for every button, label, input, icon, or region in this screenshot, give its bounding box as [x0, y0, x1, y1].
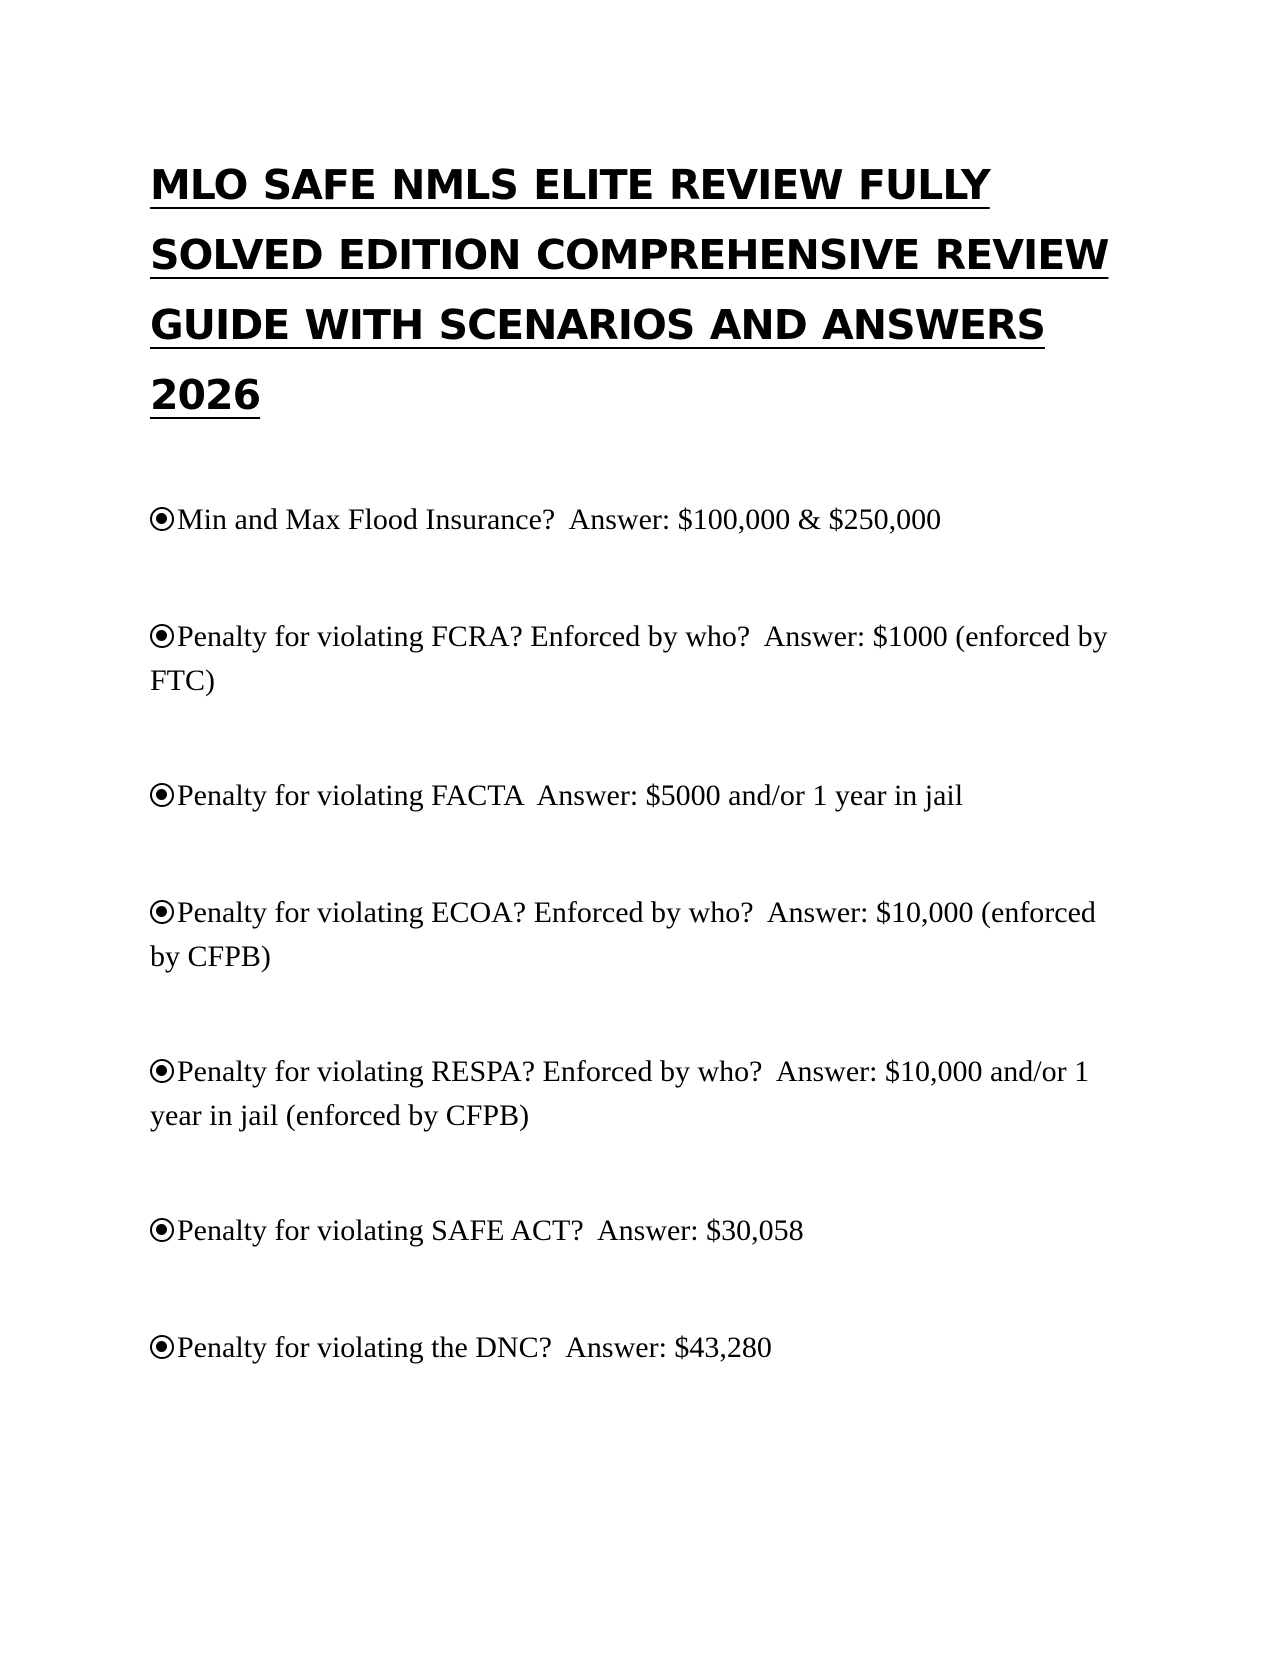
- radio-bullet-icon: [150, 1335, 174, 1359]
- list-item-text: Penalty for violating RESPA? Enforced by who? Answer: $10,000 and/or 1 year in jail (enforced by CFPB): [150, 1055, 1097, 1132]
- radio-bullet-icon: [150, 783, 174, 807]
- list-item-text: Penalty for violating SAFE ACT? Answer: $30,058: [177, 1214, 804, 1247]
- document-page: [150, 150, 1116, 1364]
- list-item: [150, 891, 1110, 979]
- list-item: [150, 498, 1110, 542]
- list-item: [150, 774, 1110, 818]
- document-title: MLO SAFE NMLS ELITE REVIEW FULLY SOLVED EDITION COMPREHENSIVE REVIEW GUIDE WITH SCENARIOS AND ANSWERS 2026: [150, 161, 1109, 419]
- radio-bullet-icon: [150, 507, 174, 531]
- list-item-text: Penalty for violating FACTA Answer: $5000 and/or 1 year in jail: [177, 779, 964, 812]
- list-item: [150, 1209, 1110, 1253]
- list-item-text: Penalty for violating ECOA? Enforced by who? Answer: $10,000 (enforced by CFPB): [150, 896, 1104, 973]
- radio-bullet-icon: [150, 624, 174, 648]
- radio-bullet-icon: [150, 1059, 174, 1083]
- list-item-text: Penalty for violating FCRA? Enforced by who? Answer: $1000 (enforced by FTC): [150, 620, 1116, 697]
- radio-bullet-icon: [150, 900, 174, 924]
- list-item: [150, 615, 1116, 703]
- radio-bullet-icon: [150, 1218, 174, 1242]
- list-item: [150, 1050, 1110, 1138]
- list-item-text: Min and Max Flood Insurance? Answer: $100,000 & $250,000: [177, 503, 942, 536]
- list-item-text: Penalty for violating the DNC? Answer: $43,280: [177, 1331, 772, 1364]
- list-item: [150, 1326, 1110, 1370]
